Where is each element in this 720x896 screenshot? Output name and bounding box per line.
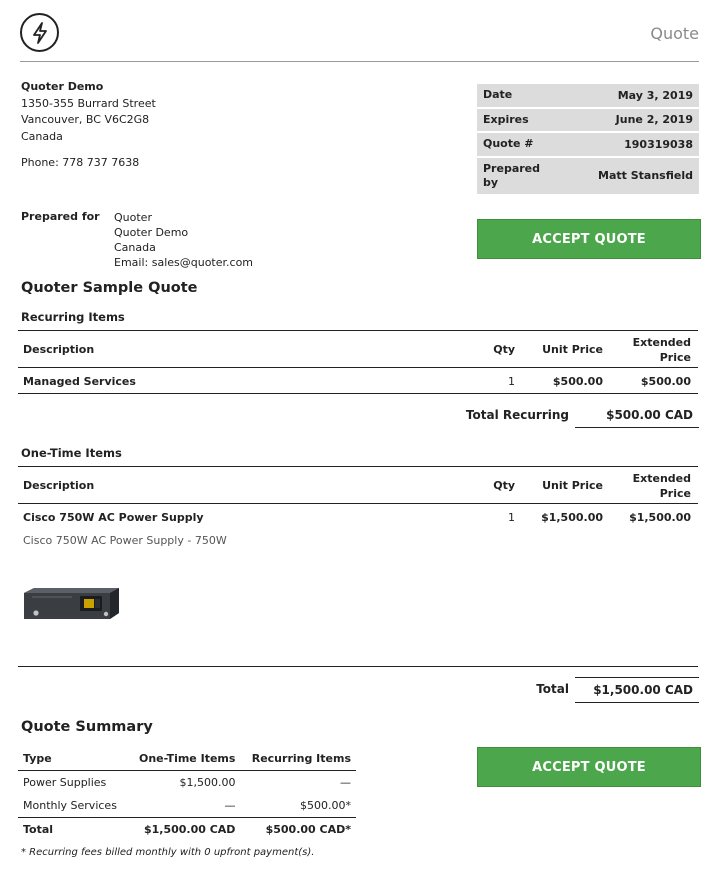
column-header-description: Description xyxy=(23,343,95,356)
meta-row-expires xyxy=(477,109,699,132)
prepared-for-line: Quoter xyxy=(114,211,152,224)
column-header-qty: Qty xyxy=(493,343,515,356)
one-time-item-qty: 1 xyxy=(508,511,515,524)
quote-title: Quoter Sample Quote xyxy=(21,280,198,296)
table-rule xyxy=(18,466,698,467)
summary-total-recurring: $500.00 CAD* xyxy=(240,818,356,842)
one-time-total-label: Total xyxy=(536,682,569,696)
column-header-extended-price: Extended Price xyxy=(632,472,691,500)
summary-total-label: Total xyxy=(18,818,128,842)
summary-header-one-time: One-Time Items xyxy=(128,747,241,771)
summary-total-row xyxy=(18,818,356,842)
product-image xyxy=(22,587,122,627)
recurring-footnote: * Recurring fees billed monthly with 0 upfront payment(s). xyxy=(21,847,315,858)
meta-value: June 2, 2019 xyxy=(615,113,693,127)
one-time-item-description: Cisco 750W AC Power Supply - 750W xyxy=(23,534,227,547)
meta-row-prepared-by xyxy=(477,158,699,194)
table-rule xyxy=(18,330,698,331)
lightning-bolt-icon xyxy=(30,22,50,44)
prepared-for-line: Quoter Demo xyxy=(114,226,189,239)
summary-cell-one-time: $1,500.00 xyxy=(179,776,236,789)
total-recurring-value: $500.00 CAD xyxy=(575,403,699,428)
meta-value: May 3, 2019 xyxy=(617,88,693,102)
meta-label: Date xyxy=(483,88,513,102)
summary-cell-type: Monthly Services xyxy=(23,799,117,812)
prepared-for-details xyxy=(114,210,253,270)
column-header-description: Description xyxy=(23,479,95,492)
quote-summary-table xyxy=(18,747,356,841)
one-time-item-unit-price: $1,500.00 xyxy=(541,511,603,524)
column-header-unit-price: Unit Price xyxy=(542,343,603,356)
company-phone: Phone: 778 737 7638 xyxy=(21,156,140,169)
table-rule xyxy=(18,393,698,394)
recurring-item-qty: 1 xyxy=(508,375,515,388)
summary-cell-recurring: — xyxy=(340,776,351,789)
column-header-unit-price: Unit Price xyxy=(542,479,603,492)
prepared-for-line: Canada xyxy=(114,241,156,254)
summary-header-row xyxy=(18,747,356,771)
company-country: Canada xyxy=(21,129,63,143)
meta-row-quote-number xyxy=(477,133,699,156)
quote-summary-heading: Quote Summary xyxy=(21,719,153,735)
summary-cell-recurring: $500.00* xyxy=(300,799,351,812)
section-rule xyxy=(18,666,698,667)
one-time-items-heading: One-Time Items xyxy=(21,446,122,460)
total-recurring-label: Total Recurring xyxy=(465,408,569,422)
accept-quote-button-bottom[interactable]: ACCEPT QUOTE xyxy=(477,747,701,787)
recurring-item-name: Managed Services xyxy=(23,375,136,388)
summary-header-type: Type xyxy=(18,747,128,771)
meta-row-date xyxy=(477,84,699,107)
meta-label: Expires xyxy=(483,112,529,126)
prepared-for-email: Email: sales@quoter.com xyxy=(114,256,254,269)
meta-value: 190319038 xyxy=(624,137,693,151)
company-logo xyxy=(20,13,59,52)
column-header-extended-price: Extended Price xyxy=(632,336,691,364)
one-time-item-extended-price: $1,500.00 xyxy=(629,511,691,524)
summary-cell-one-time: — xyxy=(224,799,236,812)
summary-cell-type: Power Supplies xyxy=(23,776,107,789)
prepared-for-label: Prepared for xyxy=(21,210,100,223)
meta-value: Matt Stansfield xyxy=(598,169,693,182)
company-address xyxy=(21,79,156,145)
summary-header-recurring: Recurring Items xyxy=(240,747,356,771)
company-name: Quoter Demo xyxy=(21,80,104,93)
one-time-item-name: Cisco 750W AC Power Supply xyxy=(23,511,204,524)
column-header-qty: Qty xyxy=(493,479,515,492)
summary-row xyxy=(18,771,356,795)
document-title: Quote xyxy=(650,24,699,43)
header-divider xyxy=(20,61,699,62)
one-time-total-value: $1,500.00 CAD xyxy=(575,677,699,703)
quote-meta-box xyxy=(477,84,699,196)
table-rule xyxy=(18,367,698,368)
company-address-line1: 1350-355 Burrard Street xyxy=(21,96,156,110)
meta-label: Prepared by xyxy=(483,161,541,189)
recurring-items-heading: Recurring Items xyxy=(21,310,125,324)
table-rule xyxy=(18,503,698,504)
summary-row xyxy=(18,794,356,818)
accept-quote-button[interactable]: ACCEPT QUOTE xyxy=(477,219,701,259)
summary-total-one-time: $1,500.00 CAD xyxy=(128,818,241,842)
meta-label: Quote # xyxy=(483,137,534,151)
recurring-item-unit-price: $500.00 xyxy=(552,375,603,388)
company-address-line2: Vancouver, BC V6C2G8 xyxy=(21,113,150,126)
recurring-item-extended-price: $500.00 xyxy=(640,375,691,388)
